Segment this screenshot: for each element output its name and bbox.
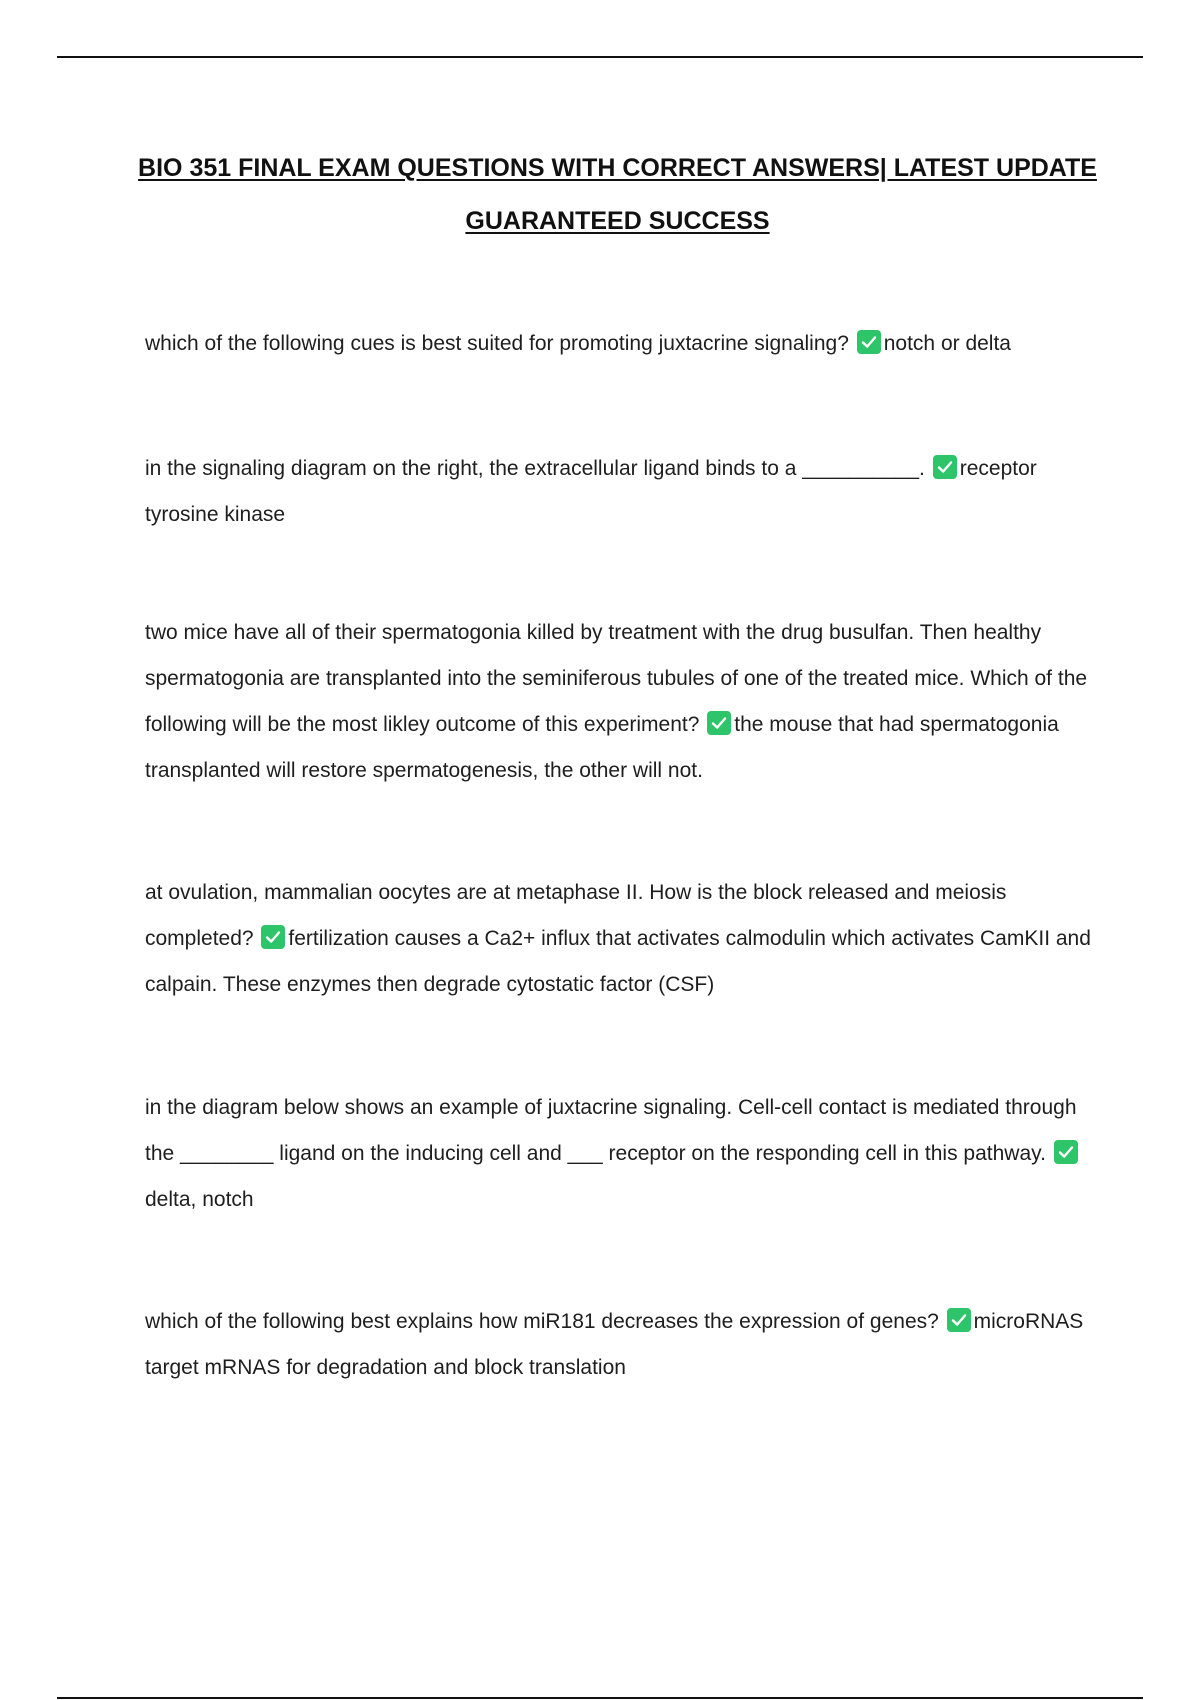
document-title — [130, 142, 1105, 248]
bottom-rule — [57, 1697, 1143, 1699]
check-box-icon — [261, 925, 285, 949]
check-box-icon — [947, 1308, 971, 1332]
qa-item — [145, 1299, 1095, 1391]
check-box-icon — [857, 330, 881, 354]
qa-item — [145, 610, 1095, 794]
question-text: two mice have all of their spermatogonia killed by treatment with the drug busulfan. Then healthy spermatogonia are transplanted into the seminiferous tubules of one of the treated mice. Which of the following will be the most likley outcome of this experiment? — [145, 621, 1088, 736]
qa-item — [145, 321, 1095, 367]
top-rule — [57, 56, 1143, 58]
question-text: at ovulation, mammalian oocytes are at metaphase II. How is the block released and meiosis completed? — [145, 881, 1007, 950]
question-text: in the diagram below shows an example of juxtacrine signaling. Cell-cell contact is mediated through the ________ ligand on the inducing cell and ___ receptor on the responding cell in this pathway. — [145, 1096, 1077, 1165]
check-box-icon — [1054, 1140, 1078, 1164]
question-text: which of the following best explains how miR181 decreases the expression of genes? — [145, 1310, 939, 1333]
check-box-icon — [933, 455, 957, 479]
title-line-1: BIO 351 FINAL EXAM QUESTIONS WITH CORRECT ANSWERS| LATEST UPDATE — [138, 154, 1097, 182]
check-box-icon — [707, 711, 731, 735]
title-line-2: GUARANTEED SUCCESS — [465, 207, 770, 235]
qa-item — [145, 870, 1095, 1008]
answer-text: receptor tyrosine kinase — [145, 457, 1037, 526]
qa-item — [145, 1085, 1095, 1223]
answer-text: delta, notch — [145, 1188, 254, 1211]
answer-text: microRNAS target mRNAS for degradation and block translation — [145, 1310, 1084, 1379]
qa-item — [145, 446, 1095, 538]
question-text: which of the following cues is best suited for promoting juxtacrine signaling? — [145, 332, 849, 355]
answer-text: notch or delta — [883, 332, 1011, 355]
answer-text: the mouse that had spermatogonia transplanted will restore spermatogenesis, the other will not. — [145, 713, 1059, 782]
answer-text: fertilization causes a Ca2+ influx that activates calmodulin which activates CamKII and calpain. These enzymes then degrade cytostatic factor (CSF) — [145, 927, 1091, 996]
question-text: in the signaling diagram on the right, the extracellular ligand binds to a __________. — [145, 457, 925, 480]
